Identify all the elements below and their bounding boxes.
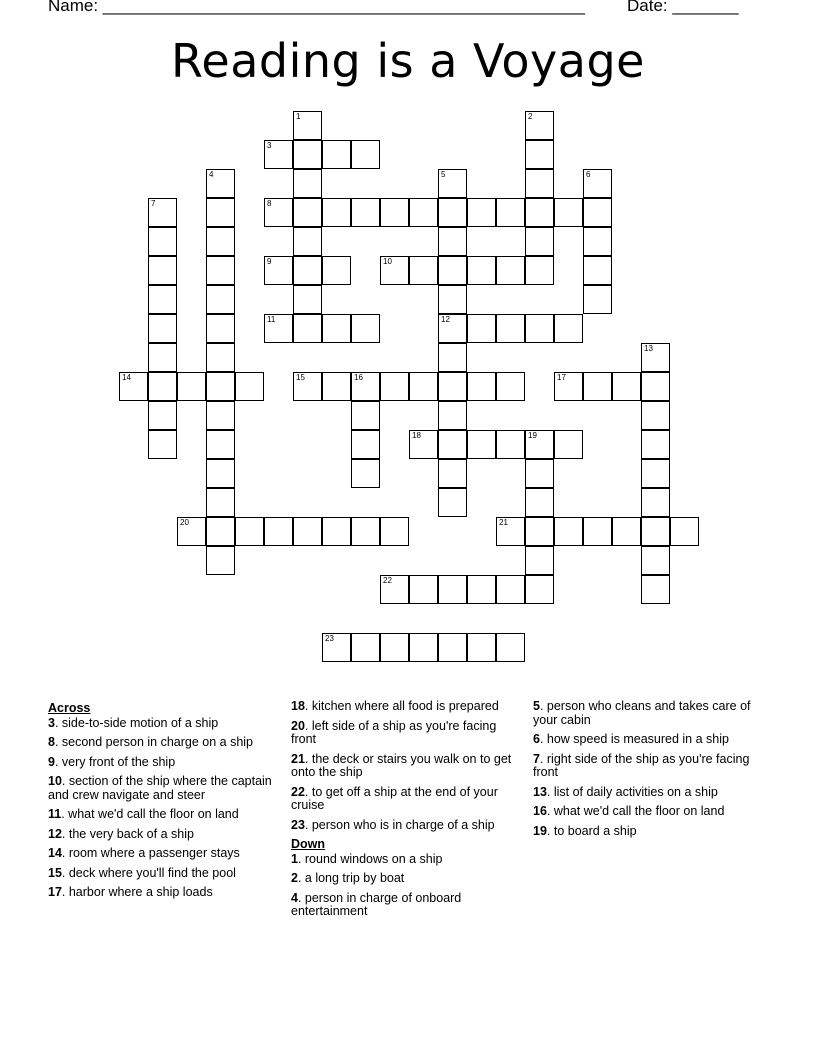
clues-column-3: [533, 700, 773, 844]
grid-cell[interactable]: [409, 372, 438, 401]
clue-num: 9: [48, 754, 55, 769]
grid-cell[interactable]: [148, 285, 177, 314]
clue-number: 18: [412, 431, 421, 440]
grid-cell[interactable]: [264, 314, 293, 343]
grid-cell[interactable]: [148, 430, 177, 459]
clue-item: 23. person who is in charge of a ship: [291, 817, 495, 832]
clue-number: 23: [325, 634, 334, 643]
grid-cell[interactable]: [438, 227, 467, 256]
grid-cell[interactable]: [351, 314, 380, 343]
down-clue-list-continued: [533, 700, 773, 838]
clue-item: 14. room where a passenger stays: [48, 846, 240, 860]
grid-cell[interactable]: [641, 575, 670, 604]
grid-cell[interactable]: [612, 372, 641, 401]
clue-item: 7. right side of the ship as you're facing front: [533, 751, 750, 779]
grid-cell[interactable]: [322, 517, 351, 546]
grid-cell[interactable]: [322, 198, 351, 227]
grid-cell[interactable]: [583, 198, 612, 227]
clue-num: 13: [533, 784, 547, 799]
grid-cell[interactable]: [293, 140, 322, 169]
grid-cell[interactable]: [206, 256, 235, 285]
grid-cell[interactable]: [554, 517, 583, 546]
grid-cell[interactable]: [467, 575, 496, 604]
grid-cell[interactable]: [264, 140, 293, 169]
date-field[interactable]: Date: _______: [627, 0, 739, 15]
grid-cell[interactable]: [438, 198, 467, 227]
clue-number: 11: [267, 315, 276, 324]
clue-number: 9: [267, 257, 272, 266]
grid-cell[interactable]: [380, 256, 409, 285]
clue-num: 16: [533, 804, 547, 818]
grid-cell[interactable]: [438, 575, 467, 604]
grid-cell[interactable]: [293, 111, 322, 140]
grid-cell[interactable]: [525, 430, 554, 459]
grid-cell[interactable]: [554, 314, 583, 343]
clue-num: 20: [291, 718, 305, 733]
grid-cell[interactable]: [380, 198, 409, 227]
grid-cell[interactable]: [206, 314, 235, 343]
grid-cell[interactable]: [670, 517, 699, 546]
grid-cell[interactable]: [496, 430, 525, 459]
clue-number: 14: [122, 373, 131, 382]
grid-cell[interactable]: [525, 517, 554, 546]
grid-cell[interactable]: [293, 256, 322, 285]
grid-cell[interactable]: [641, 343, 670, 372]
grid-cell[interactable]: [293, 198, 322, 227]
name-field[interactable]: Name: ___________________________________________________: [48, 0, 585, 15]
grid-cell[interactable]: [467, 633, 496, 662]
grid-cell[interactable]: [525, 169, 554, 198]
clue-num: 1: [291, 851, 298, 866]
grid-cell[interactable]: [496, 633, 525, 662]
grid-cell[interactable]: [351, 372, 380, 401]
clue-item: 11. what we'd call the floor on land: [48, 807, 239, 821]
grid-cell[interactable]: [641, 488, 670, 517]
clue-item: 22. to get off a ship at the end of your cruise: [291, 784, 498, 812]
grid-cell[interactable]: [206, 343, 235, 372]
clue-item: 18. kitchen where all food is prepared: [291, 699, 499, 713]
grid-cell[interactable]: [119, 372, 148, 401]
down-clue-list: [291, 853, 523, 919]
clues-column-1: [48, 700, 284, 906]
grid-cell[interactable]: [351, 430, 380, 459]
grid-cell[interactable]: [148, 343, 177, 372]
clue-number: 13: [644, 344, 653, 353]
grid-cell[interactable]: [322, 314, 351, 343]
grid-cell[interactable]: [641, 372, 670, 401]
grid-cell[interactable]: [380, 372, 409, 401]
grid-cell[interactable]: [264, 198, 293, 227]
clue-num: 8: [48, 735, 55, 749]
grid-cell[interactable]: [351, 198, 380, 227]
grid-cell[interactable]: [206, 546, 235, 575]
grid-cell[interactable]: [206, 488, 235, 517]
grid-cell[interactable]: [554, 198, 583, 227]
clues-column-2: [291, 700, 523, 925]
clue-num: 3: [48, 715, 55, 730]
clue-item: 21. the deck or stairs you walk on to get onto the ship: [291, 751, 512, 779]
grid-cell[interactable]: [525, 198, 554, 227]
clue-item: 19. to board a ship: [533, 823, 637, 838]
grid-cell[interactable]: [438, 169, 467, 198]
clue-item: 3. side-to-side motion of a ship: [48, 715, 219, 730]
clue-number: 7: [151, 199, 156, 208]
grid-cell[interactable]: [293, 517, 322, 546]
grid-cell[interactable]: [322, 372, 351, 401]
grid-cell[interactable]: [583, 256, 612, 285]
grid-cell[interactable]: [641, 517, 670, 546]
grid-cell[interactable]: [206, 430, 235, 459]
clue-item: 4. person in charge of onboard entertainment: [291, 890, 462, 918]
grid-cell[interactable]: [351, 517, 380, 546]
clue-num: 15: [48, 865, 62, 880]
grid-cell[interactable]: [351, 140, 380, 169]
grid-cell[interactable]: [351, 633, 380, 662]
clue-num: 6: [533, 732, 540, 746]
clue-item: 15. deck where you'll find the pool: [48, 865, 236, 880]
clue-number: 12: [441, 315, 450, 324]
grid-cell[interactable]: [206, 517, 235, 546]
grid-cell[interactable]: [438, 343, 467, 372]
grid-cell[interactable]: [583, 285, 612, 314]
clue-num: 18: [291, 699, 305, 713]
grid-cell[interactable]: [409, 575, 438, 604]
grid-cell[interactable]: [148, 198, 177, 227]
clue-item: 10. section of the ship where the captain and crew navigate and steer: [48, 774, 272, 802]
grid-cell[interactable]: [641, 430, 670, 459]
grid-cell[interactable]: [148, 314, 177, 343]
grid-cell[interactable]: [554, 372, 583, 401]
grid-cell[interactable]: [351, 459, 380, 488]
grid-cell[interactable]: [612, 517, 641, 546]
grid-cell[interactable]: [496, 256, 525, 285]
grid-cell[interactable]: [148, 401, 177, 430]
grid-cell[interactable]: [206, 285, 235, 314]
grid-cell[interactable]: [467, 430, 496, 459]
across-heading: Across: [48, 701, 91, 715]
grid-cell[interactable]: [525, 575, 554, 604]
grid-cell[interactable]: [438, 401, 467, 430]
clue-num: 23: [291, 817, 305, 832]
clue-number: 1: [296, 112, 301, 121]
clue-item: 6. how speed is measured in a ship: [533, 732, 729, 746]
grid-cell[interactable]: [206, 459, 235, 488]
clue-num: 22: [291, 784, 305, 799]
clue-number: 17: [557, 373, 566, 382]
grid-cell[interactable]: [525, 111, 554, 140]
grid-cell[interactable]: [525, 546, 554, 575]
grid-cell[interactable]: [380, 517, 409, 546]
grid-cell[interactable]: [148, 372, 177, 401]
clue-item: 17. harbor where a ship loads: [48, 885, 213, 899]
clue-item: 13. list of daily activities on a ship: [533, 784, 718, 799]
clue-number: 6: [586, 170, 591, 179]
clue-number: 19: [528, 431, 537, 440]
grid-cell[interactable]: [264, 256, 293, 285]
grid-cell[interactable]: [496, 517, 525, 546]
clue-item: 20. left side of a ship as you're facing front: [291, 718, 497, 746]
clue-num: 7: [533, 751, 540, 766]
clue-number: 4: [209, 170, 214, 179]
grid-cell[interactable]: [467, 256, 496, 285]
grid-cell[interactable]: [293, 314, 322, 343]
grid-cell[interactable]: [525, 140, 554, 169]
clue-num: 12: [48, 826, 62, 841]
grid-cell[interactable]: [496, 575, 525, 604]
grid-cell[interactable]: [438, 459, 467, 488]
grid-cell[interactable]: [409, 256, 438, 285]
grid-cell[interactable]: [525, 314, 554, 343]
grid-cell[interactable]: [467, 314, 496, 343]
clue-num: 21: [291, 751, 305, 766]
grid-cell[interactable]: [467, 198, 496, 227]
clue-item: 12. the very back of a ship: [48, 826, 194, 841]
clue-item: 5. person who cleans and takes care of your cabin: [533, 699, 751, 727]
grid-cell[interactable]: [525, 256, 554, 285]
grid-cell[interactable]: [409, 198, 438, 227]
grid-cell[interactable]: [496, 314, 525, 343]
grid-cell[interactable]: [177, 517, 206, 546]
page-title: Reading is a Voyage: [171, 34, 645, 88]
clue-number: 20: [180, 518, 189, 527]
grid-cell[interactable]: [583, 517, 612, 546]
clue-num: 17: [48, 885, 62, 899]
grid-cell[interactable]: [351, 401, 380, 430]
grid-cell[interactable]: [467, 372, 496, 401]
grid-cell[interactable]: [641, 459, 670, 488]
grid-cell[interactable]: [525, 227, 554, 256]
clue-number: 3: [267, 141, 272, 150]
grid-cell[interactable]: [438, 256, 467, 285]
across-clue-list: [48, 717, 284, 900]
grid-cell[interactable]: [438, 633, 467, 662]
clue-number: 16: [354, 373, 363, 382]
grid-cell[interactable]: [525, 459, 554, 488]
clue-number: 5: [441, 170, 446, 179]
grid-cell[interactable]: [206, 401, 235, 430]
grid-cell[interactable]: [438, 285, 467, 314]
grid-cell[interactable]: [583, 372, 612, 401]
clue-item: 2. a long trip by boat: [291, 871, 405, 885]
grid-cell[interactable]: [235, 372, 264, 401]
grid-cell[interactable]: [641, 546, 670, 575]
grid-cell[interactable]: [380, 575, 409, 604]
grid-cell[interactable]: [293, 169, 322, 198]
grid-cell[interactable]: [322, 140, 351, 169]
down-heading: Down: [291, 837, 326, 851]
grid-cell[interactable]: [496, 198, 525, 227]
clue-num: 5: [533, 699, 540, 713]
grid-cell[interactable]: [583, 169, 612, 198]
grid-cell[interactable]: [322, 633, 351, 662]
grid-cell[interactable]: [148, 256, 177, 285]
grid-cell[interactable]: [554, 430, 583, 459]
grid-cell[interactable]: [206, 227, 235, 256]
clue-number: 21: [499, 518, 508, 527]
grid-cell[interactable]: [148, 227, 177, 256]
grid-cell[interactable]: [177, 372, 206, 401]
grid-cell[interactable]: [235, 517, 264, 546]
grid-cell[interactable]: [438, 430, 467, 459]
clue-number: 15: [296, 373, 305, 382]
clue-number: 2: [528, 112, 533, 121]
clue-item: 8. second person in charge on a ship: [48, 735, 253, 749]
grid-cell[interactable]: [496, 372, 525, 401]
clue-num: 10: [48, 774, 62, 788]
clue-number: 10: [383, 257, 392, 266]
grid-cell[interactable]: [264, 517, 293, 546]
clue-item: 1. round windows on a ship: [291, 851, 443, 866]
clue-num: 4: [291, 890, 298, 905]
grid-cell[interactable]: [380, 633, 409, 662]
clue-num: 2: [291, 871, 298, 885]
grid-cell[interactable]: [583, 227, 612, 256]
grid-cell[interactable]: [293, 227, 322, 256]
across-clue-list-continued: [291, 700, 523, 832]
grid-cell[interactable]: [206, 198, 235, 227]
grid-cell[interactable]: [293, 372, 322, 401]
grid-cell[interactable]: [206, 169, 235, 198]
clue-item: 9. very front of the ship: [48, 754, 176, 769]
grid-cell[interactable]: [438, 314, 467, 343]
grid-cell[interactable]: [293, 285, 322, 314]
clue-num: 14: [48, 846, 62, 860]
grid-cell[interactable]: [322, 256, 351, 285]
grid-cell[interactable]: [409, 430, 438, 459]
grid-cell[interactable]: [409, 633, 438, 662]
grid-cell[interactable]: [438, 372, 467, 401]
clue-number: 22: [383, 576, 392, 585]
grid-cell[interactable]: [438, 488, 467, 517]
grid-cell[interactable]: [206, 372, 235, 401]
grid-cell[interactable]: [525, 488, 554, 517]
clue-number: 8: [267, 199, 272, 208]
grid-cell[interactable]: [641, 401, 670, 430]
clue-num: 11: [48, 807, 62, 821]
clue-item: 16. what we'd call the floor on land: [533, 804, 725, 818]
clue-num: 19: [533, 823, 547, 838]
